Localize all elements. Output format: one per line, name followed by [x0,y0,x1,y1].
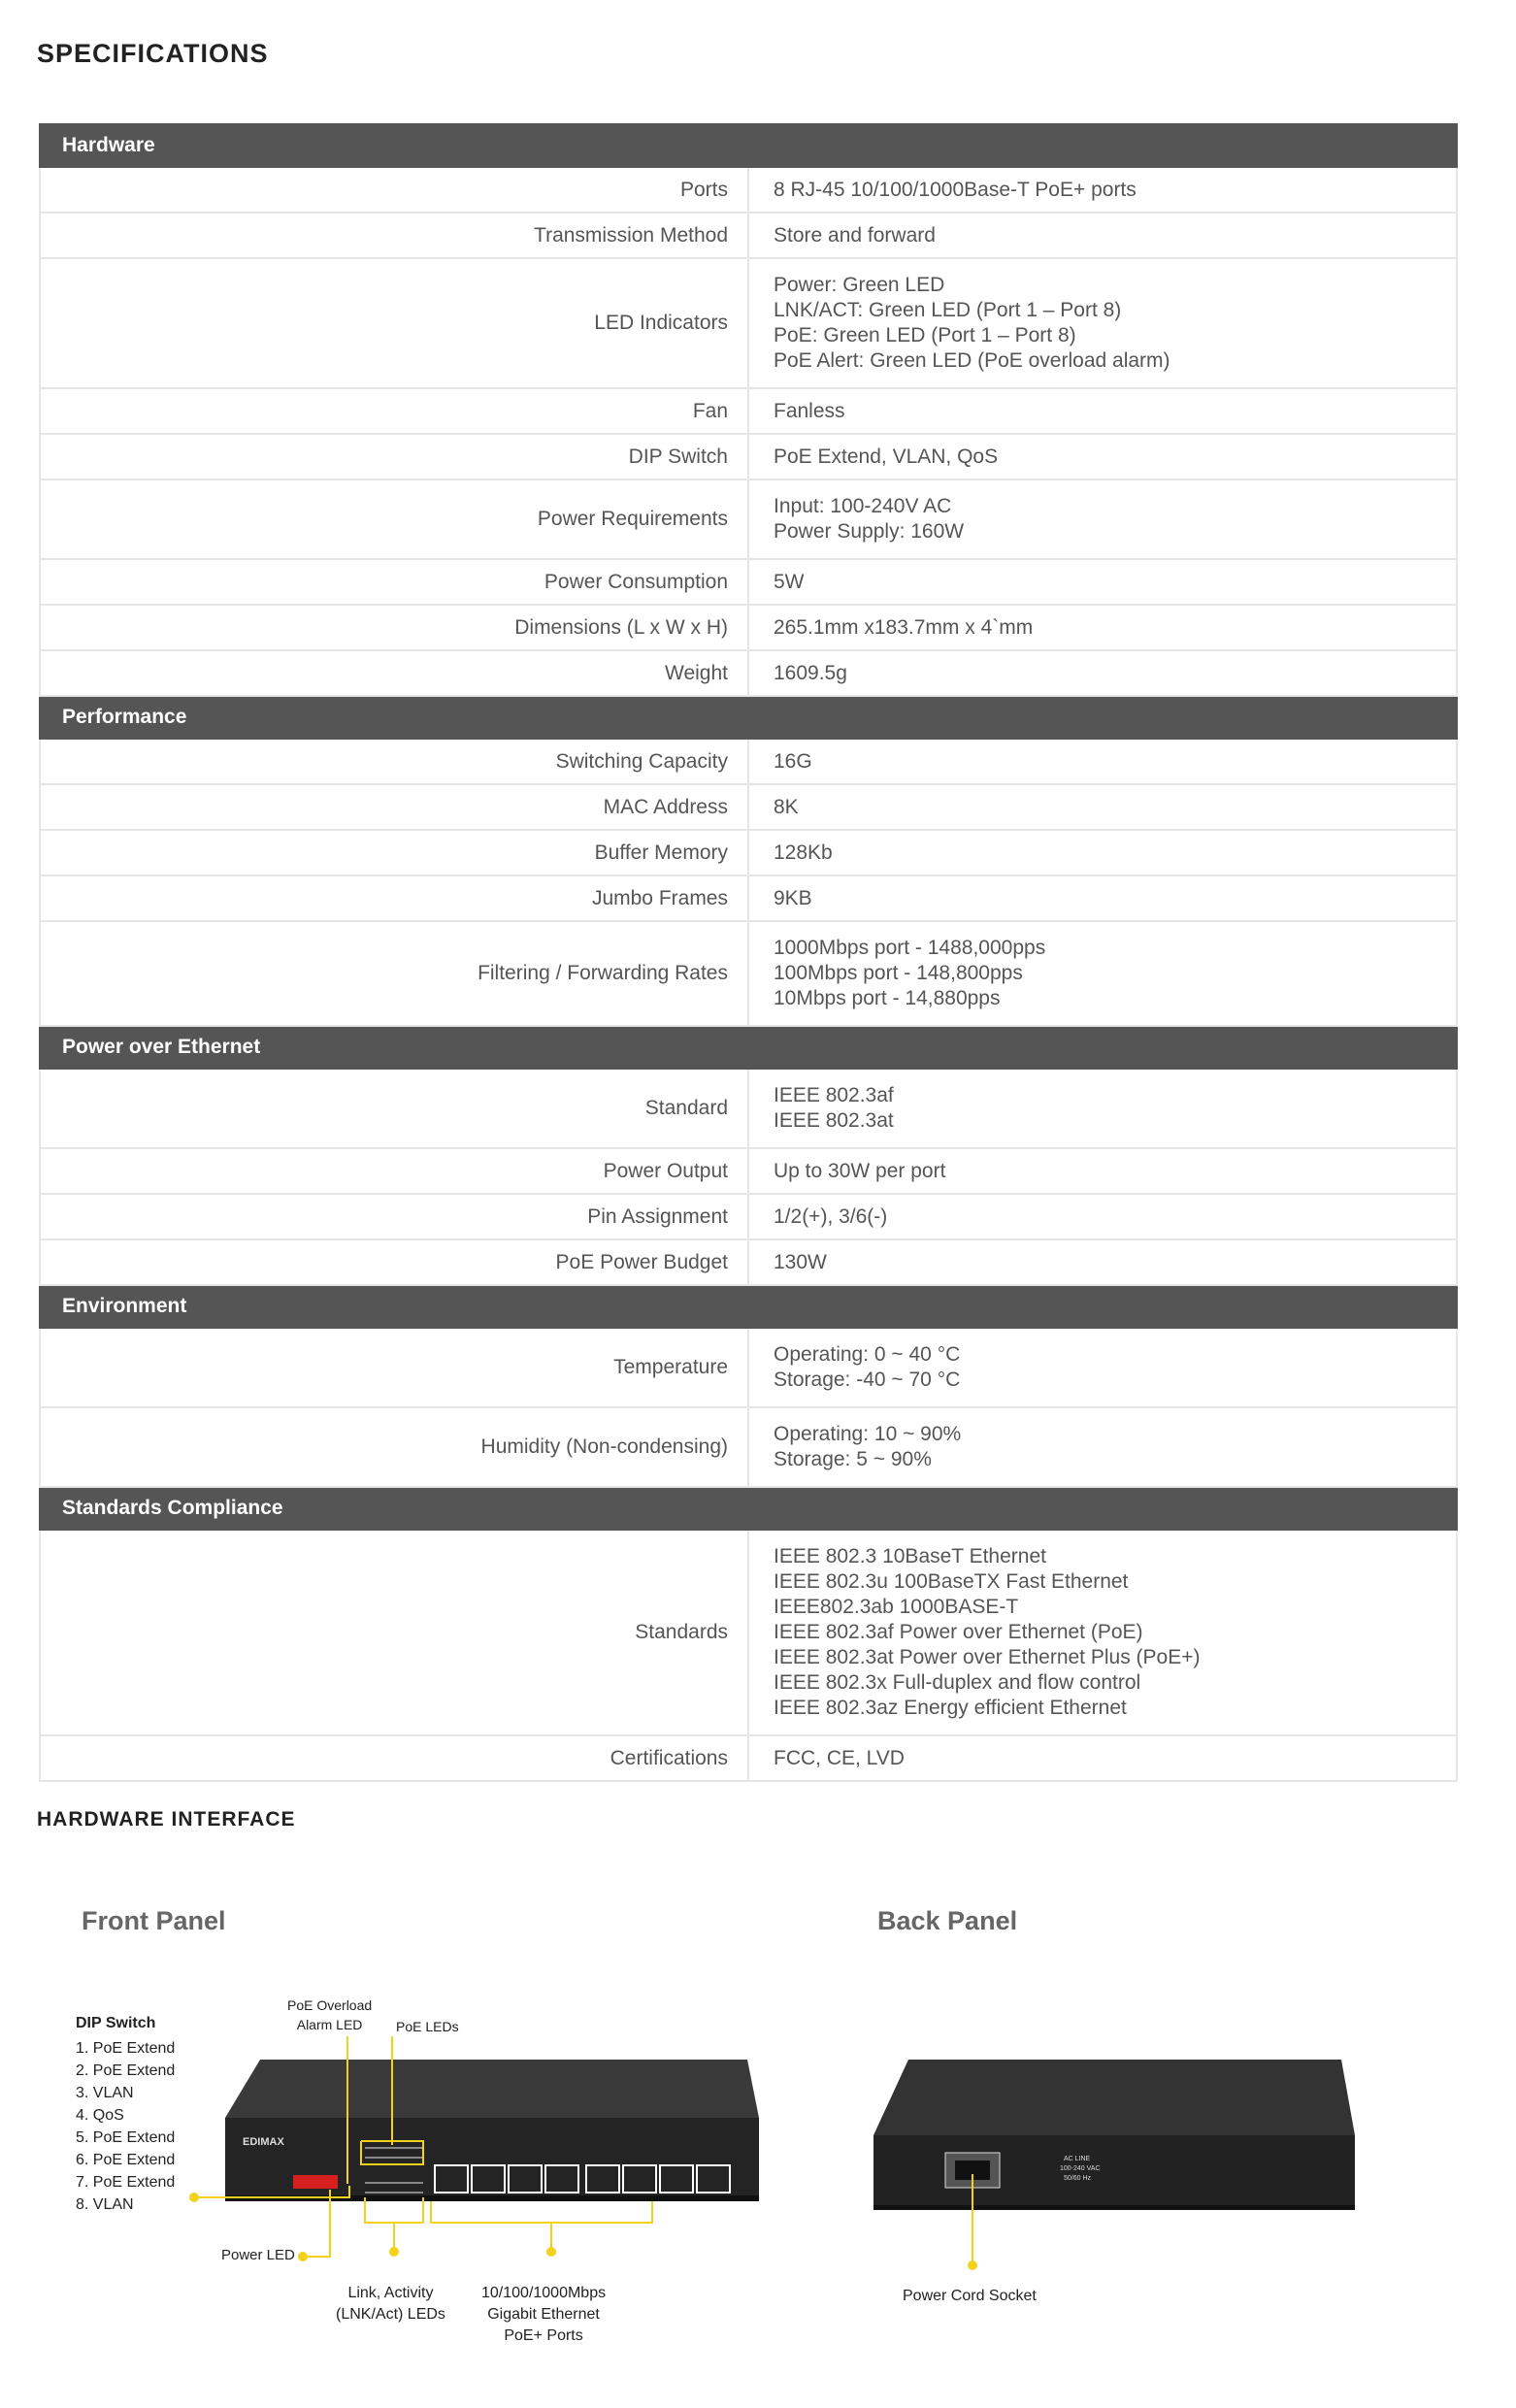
spec-value-line: IEEE 802.3at Power over Ethernet Plus (PoE+) [774,1646,1201,1668]
spec-label: Transmission Method [40,213,748,258]
spec-label: Ports [40,167,748,213]
back-label-line: 100-240 VAC [1060,2165,1101,2172]
ports-label-line-3: PoE+ Ports [504,2327,583,2344]
spec-label: Jumbo Frames [40,875,748,921]
dip-switch-item: 3. VLAN [76,2085,134,2101]
spec-value-line: Fanless [774,399,845,422]
ports-label-line-2: Gigabit Ethernet [487,2306,600,2323]
spec-label: Filtering / Forwarding Rates [40,921,748,1026]
spec-label: Fan [40,388,748,434]
spec-label: Weight [40,650,748,696]
spec-value-line: IEEE802.3ab 1000BASE-T [774,1596,1019,1618]
power-cord-socket-label: Power Cord Socket [903,2288,1037,2304]
dip-switch-list [76,2037,175,2216]
spec-value-line: 1/2(+), 3/6(-) [774,1204,888,1228]
hardware-interface-title: HARDWARE INTERFACE [37,1808,296,1831]
back-switch-bottom-edge [873,2205,1355,2210]
section-title: Standards Compliance [40,1487,1457,1530]
section-title: Hardware [40,124,1457,167]
spec-value-line: 5W [774,570,805,593]
dip-switch-block [293,2175,338,2189]
spec-value-line: 9KB [774,886,812,909]
edimax-logo: EDIMAX [243,2136,284,2148]
spec-label: LED Indicators [40,258,748,388]
poe-overload-alarm-led-label [287,1996,372,2034]
spec-value-line: 16G [774,749,812,773]
spec-value-line: LNK/ACT: Green LED (Port 1 – Port 8) [774,299,1122,321]
spec-label: Power Requirements [40,479,748,559]
spec-label: Switching Capacity [40,739,748,784]
spec-value-line: 265.1mm x183.7mm x 4`mm [774,615,1034,639]
spec-value-line: 8 RJ-45 10/100/1000Base-T PoE+ ports [774,178,1137,201]
spec-value-line: Operating: 0 ~ 40 °C [774,1343,961,1366]
spec-label: Humidity (Non-condensing) [40,1407,748,1487]
poe-overload-line-2: Alarm LED [296,2017,363,2032]
power-led-label: Power LED [221,2247,295,2263]
spec-value-line: Power: Green LED [774,274,945,296]
spec-value-line: IEEE 802.3 10BaseT Ethernet [774,1545,1046,1567]
spec-value-line: PoE: Green LED (Port 1 – Port 8) [774,324,1076,346]
dip-switch-item: 4. QoS [76,2107,124,2124]
spec-value-line: 128Kb [774,841,833,864]
dip-switch-item: 1. PoE Extend [76,2040,176,2057]
spec-value-line: PoE Alert: Green LED (PoE overload alarm) [774,349,1170,372]
front-switch-top [225,2060,759,2118]
section-title: Power over Ethernet [40,1026,1457,1069]
spec-value-line: Input: 100-240V AC [774,495,952,517]
spec-value-line: IEEE 802.3u 100BaseTX Fast Ethernet [774,1570,1129,1593]
spec-label: MAC Address [40,784,748,830]
spec-label: Standard [40,1069,748,1148]
spec-value-line: Store and forward [774,223,936,247]
poe-leds-label: PoE LEDs [396,2019,459,2034]
back-label-line: 50/60 Hz [1064,2175,1092,2182]
back-label-line: AC LINE [1064,2156,1091,2162]
spec-value-line: IEEE 802.3at [774,1109,894,1132]
spec-value-line: PoE Extend, VLAN, QoS [774,445,999,468]
back-callout-dot [968,2260,977,2270]
back-switch-top [873,2060,1355,2135]
dip-switch-item: 5. PoE Extend [76,2129,176,2146]
spec-label: Buffer Memory [40,830,748,875]
spec-value-line: 100Mbps port - 148,800pps [774,962,1023,984]
back-panel-title: Back Panel [877,1906,1018,1935]
spec-label: Pin Assignment [40,1194,748,1239]
poe-overload-line-1: PoE Overload [287,1997,373,2013]
spec-value-line: 8K [774,795,799,818]
ethernet-ports-label [481,2283,606,2347]
ports-label-line-1: 10/100/1000Mbps [481,2285,607,2301]
front-panel-title: Front Panel [82,1906,226,1935]
page-title: SPECIFICATIONS [37,39,269,68]
spec-value-line: 1000Mbps port - 1488,000pps [774,937,1046,959]
link-activity-line-2: (LNK/Act) LEDs [336,2306,445,2323]
spec-value-line: Storage: 5 ~ 90% [774,1448,932,1470]
spec-value-line: IEEE 802.3x Full-duplex and flow control [774,1671,1141,1694]
spec-value-line: IEEE 802.3az Energy efficient Ethernet [774,1697,1127,1719]
dip-switch-item: 6. PoE Extend [76,2152,176,2168]
spec-label: Temperature [40,1328,748,1407]
spec-value-line: 130W [774,1250,827,1273]
spec-value-line: 1609.5g [774,661,847,684]
dip-switch-heading: DIP Switch [76,2015,156,2031]
spec-value-line: Power Supply: 160W [774,520,965,543]
spec-value-line: Operating: 10 ~ 90% [774,1423,962,1445]
spec-value-line: Up to 30W per port [774,1159,946,1182]
dip-switch-item: 8. VLAN [76,2196,134,2213]
link-activity-leds-label [336,2283,445,2326]
spec-label: Certifications [40,1735,748,1781]
spec-label: Standards [40,1530,748,1735]
spec-value-line: Storage: -40 ~ 70 °C [774,1369,961,1391]
spec-value-line: IEEE 802.3af Power over Ethernet (PoE) [774,1621,1143,1643]
link-activity-line-1: Link, Activity [347,2285,434,2301]
spec-value-line: IEEE 802.3af [774,1084,894,1106]
section-title: Performance [40,696,1457,739]
spec-label: Dimensions (L x W x H) [40,605,748,650]
spec-label: Power Consumption [40,559,748,605]
dip-switch-item: 2. PoE Extend [76,2062,176,2079]
spec-label: DIP Switch [40,434,748,479]
dip-switch-item: 7. PoE Extend [76,2174,176,2191]
spec-value-line: FCC, CE, LVD [774,1746,905,1769]
spec-label: PoE Power Budget [40,1239,748,1285]
spec-label: Power Output [40,1148,748,1194]
section-title: Environment [40,1285,1457,1328]
spec-value-line: 10Mbps port - 14,880pps [774,987,1001,1009]
